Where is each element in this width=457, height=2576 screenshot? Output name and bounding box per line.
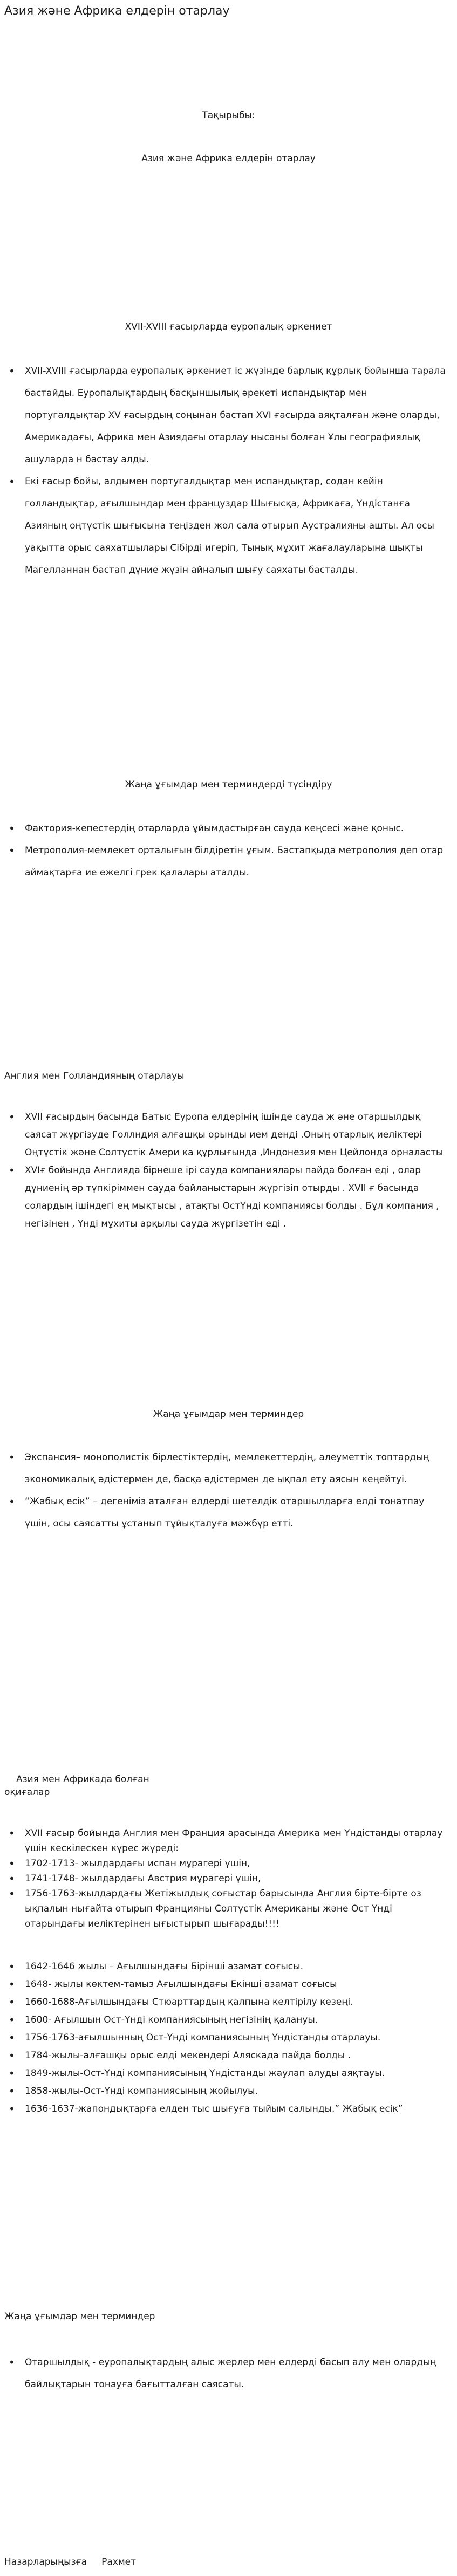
bullet-list xyxy=(19,360,446,581)
slide-topic: Азия және Африка елдерін отарлау xyxy=(141,153,316,164)
slide-heading: Жаңа ұғымдар мен терминдер xyxy=(153,1409,304,1420)
page-title: Азия және Африка елдерін отарлау xyxy=(4,4,230,18)
bullet-list xyxy=(19,1826,451,1931)
list-item: • 1784-жылы-алғашқы орыс елді мекендері Аляскада пайда болды . xyxy=(19,2047,451,2065)
list-item: • 1702-1713- жылдардағы испан мұрагері үшін, xyxy=(19,1856,451,1871)
slide-topic-label: Тақырыбы: xyxy=(202,110,255,121)
list-item: • Экспансия– монополистік бірлестіктердің, мемлекеттердің, алеуметтік топтардың экономикалық әдістермен де, басқа әдістермен де ықпал ету аясын кеңейтуі. xyxy=(19,1447,446,1491)
bullet-list xyxy=(19,1958,451,2118)
list-item: • Фактория-кепестердің отарларда ұйымдастырған сауда кеңсесі және қоныс. xyxy=(19,818,446,840)
bullet-list xyxy=(19,2352,446,2396)
list-item: • XVII-XVIII ғасырларда еуропалық әркениет іс жүзінде барлық құрлық бойынша тарала бастайды. Еуропалықтардың басқыншылық әрекеті испандықтар мен португалдықтар XV ғасырдың соңынан бастап XVI ғасырда аяқталған және оларды, Америкадағы, Африка мен Азиядағы отарлау нысаны болған Ұлы географиялық ашуларда н бастау алды. xyxy=(19,360,446,471)
slide-heading: XVII-XVIII ғасырларда еуропалық әркениет xyxy=(125,321,332,332)
list-item: • XVII ғасырдың басында Батыс Еуропа елдерінің ішінде сауда ж әне отаршылдық саясат жүргізуде Голлндия алғашқы орынды ием денді .Оның отарлық иеліктері Оңтүстік және Солтүстік Амери ка құрлығында ,Индонезия мен Цейлонда орналасты xyxy=(19,1108,451,1162)
slide-heading: Жаңа ұғымдар мен терминдер xyxy=(4,2311,155,2322)
bullet-list xyxy=(19,1447,446,1535)
list-item: • 1849-жылы-Ост-Үнді компаниясының Үндістанды жаулап алуды аяқтауы. xyxy=(19,2065,451,2082)
list-item: • 1756-1763-жылдардағы Жетіжылдық соғыстар барысында Англия бірте-бірте оз ықпалын нығайта отырып Францияны Солтүстік Американы және Ост Үнді отарындағы иеліктерінен ығыстырып шығарады!!!! xyxy=(19,1886,451,1931)
list-item: • 1756-1763-ағылшынның Ост-Үнді компаниясының Үндістанды отарлауы. xyxy=(19,2029,451,2047)
list-item: • 1648- жылы көктем-тамыз Ағылшындағы Екінші азамат соғысы xyxy=(19,1976,451,1993)
list-item: • 1660-1688-Ағылшындағы Стюарттардың қалпына келтірілу кезеңі. xyxy=(19,1993,451,2011)
list-item: • Екі ғасыр бойы, алдымен португалдықтар мен испандықтар, содан кейін голландықтар, ағылшындар мен француздар Шығысқа, Африкаға, Үндістанға Азияның оңтүстік шығысына теңізден жол сала отырып Аустралияны ашты. Ал осы уақытта орыс саяхатшылары Сібірді игеріп, Тынық мұхит жағалауларына шықты Магелланнан бастап дүние жүзін айналып шығу саяхаты басталды. xyxy=(19,471,446,581)
list-item: • Метрополия-мемлекет орталығын білдіретін ұғым. Бастапқыда метрополия деп отар аймақтарға ие ежелгі грек қалалары аталды. xyxy=(19,840,446,884)
slide-heading: Англия мен Голландияның отарлауы xyxy=(4,1071,185,1081)
bullet-list xyxy=(19,818,446,884)
slide-heading: Азия мен Африкада болған xyxy=(16,1774,149,1785)
list-item: • 1642-1646 жылы – Ағылшындағы Бірінші азамат соғысы. xyxy=(19,1958,451,1976)
list-item: • “Жабық есік” – дегеніміз аталған елдерді шетелдік отаршылдарға елді тонатпау үшін, осы саясатты ұстанып тұйықталуға мәжбүр етті. xyxy=(19,1491,446,1535)
list-item: • 1636-1637-жапондықтарға елден тыс шығуға тыйым салынды.” Жабық есік” xyxy=(19,2100,451,2118)
list-item: • XVII ғасыр бойында Англия мен Франция арасында Америка мен Үндістанды отарлау үшін кескілескен күрес жүреді: xyxy=(19,1826,451,1856)
list-item: • 1600- Ағылшын Ост-Үнді компаниясының негізінің қалануы. xyxy=(19,2011,451,2029)
list-item: • 1741-1748- жылдардағы Австрия мұрагері үшін, xyxy=(19,1871,451,1886)
slide-heading-line2: оқиғалар xyxy=(4,1787,50,1798)
list-item: • XVIғ бойында Англияда бірнеше ірі сауда компаниялары пайда болған еді , олар дүниенің әр түпкіріммен сауда байланыстарын жүргізіп отырды . XVII ғ басында солардың ішіндегі ең мықтысы , атақты ОстҮнді компаниясы болды . Бұл компания , негізінен , Үнді мұхиты арқылы сауда жүргізетін еді . xyxy=(19,1162,451,1233)
bullet-list xyxy=(19,1108,451,1233)
list-item: • Отаршылдық - еуропалықтардың алыс жерлер мен елдерді басып алу мен олардың байлықтарын тонауға бағытталған саясаты. xyxy=(19,2352,446,2396)
slide-heading: Жаңа ұғымдар мен терминдерді түсіндіру xyxy=(125,779,332,790)
list-item: • 1858-жылы-Ост-Үнді компаниясының жойылуы. xyxy=(19,2082,451,2100)
thanks-text: Назарларыңызға Рахмет xyxy=(4,2557,137,2567)
